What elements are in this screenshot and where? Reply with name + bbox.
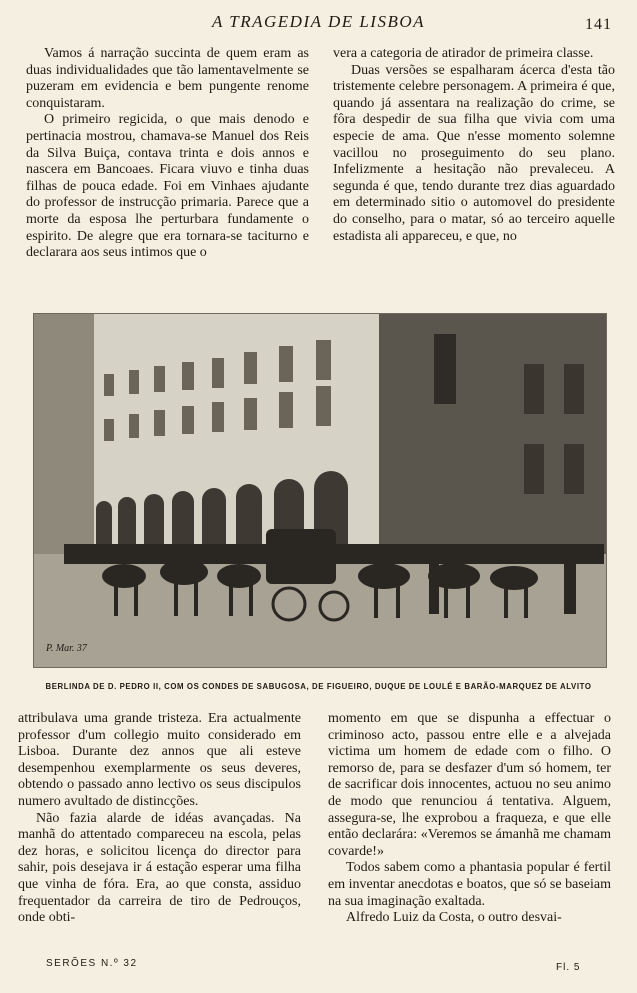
paragraph: Todos sabem como a phantasia popular é fertil em inventar anecdotas e boatos, que só se baseiam na sua imaginação exaltada. xyxy=(328,860,611,909)
paragraph: Vamos á narração succinta de quem eram as duas individualidades que tão lamentavelmente se puzeram em evidencia e bem pungente renome conquistaram. xyxy=(26,46,309,111)
photo-caption: BERLINDA DE D. PEDRO II, COM OS CONDES DE SABUGOSA, DE FIGUEIRO, DUQUE DE LOULÉ E BARÃO-MARQUEZ DE ALVITO xyxy=(45,682,592,691)
top-left-column xyxy=(26,46,309,262)
street-procession-photo xyxy=(33,313,607,668)
page-number: 141 xyxy=(585,16,612,33)
bottom-left-column xyxy=(18,711,301,927)
running-title: A TRAGEDIA DE LISBOA xyxy=(211,12,426,31)
paragraph: O primeiro regicida, o que mais denodo e pertinacia mostrou, chamava-se Manuel dos Reis da Silva Buiça, contava trinta e dois annos e nascera em Bancoaes. Ficara viuvo e tinha duas filhas de pouca edade. Foi em Vinhaes ajudante do professor de instrucção primaria. Parece que a morte da esposa lhe perturbara fundamente o espirito. De alegre que era tornara-se taciturno e declarara aos seus intimos que o xyxy=(26,112,309,261)
paragraph-continuation: momento em que se dispunha a effectuar o criminoso acto, passou entre elle e a alvejada victima um homem de edade com o filho. O remorso de, para se desfazer d'um só homem, ter de sacrificar dois innocentes, actuou no seu animo de modo que renunciou á tentativa. Alguem, assegura-se, lhe exprobou a fraqueza, e que elle então declarára: «Veremos se ámanhã me chamam covarde!» xyxy=(328,711,611,859)
paragraph: Duas versões se espalharam ácerca d'esta tão tristemente celebre personagem. A primeira é que, quando já assentara na realização do crime, se fôra despedir de sua filha que vivia com uma especie de ama. Que n'esse momento solemne vacillou no proseguimento do seu plano. Infelizmente a hesitação não prevaleceu. A segunda é que, tendo durante trez dias aguardado em determinado sitio o automovel do presidente do conselho, para o matar, só ao terceiro aquelle estadista ali appareceu, e que, no xyxy=(333,62,615,244)
photo-signature: P. Mar. 37 xyxy=(46,643,87,654)
paragraph: Não fazia alarde de idéas avançadas. Na manhã do attentado compareceu na escola, pelas dez horas, e solicitou licença do director para sahir, pois desejava ir á estação esperar uma filha que vinha de fóra. Era, ao que consta, assiduo frequentador da carreira de tiro de Pedrouços, onde obti- xyxy=(18,810,301,926)
paragraph-continuation: attribulava uma grande tristeza. Era actualmente professor d'um collegio muito considerado em Lisboa. Durante dez annos que ali esteve desempenhou exemplarmente os seus deveres, obtendo o passado anno lectivo os seus discipulos numero avultado de distincções. xyxy=(18,711,301,809)
footer-issue: SERÕES N.º 32 xyxy=(46,958,138,969)
photo-illustration xyxy=(34,314,606,667)
bottom-right-column xyxy=(328,711,611,927)
footer-sheet: Fl. 5 xyxy=(556,962,581,973)
paragraph-continuation: vera a categoria de atirador de primeira classe. xyxy=(333,46,594,61)
paragraph: Alfredo Luiz da Costa, o outro desvai- xyxy=(346,910,562,926)
top-right-column xyxy=(333,46,615,245)
